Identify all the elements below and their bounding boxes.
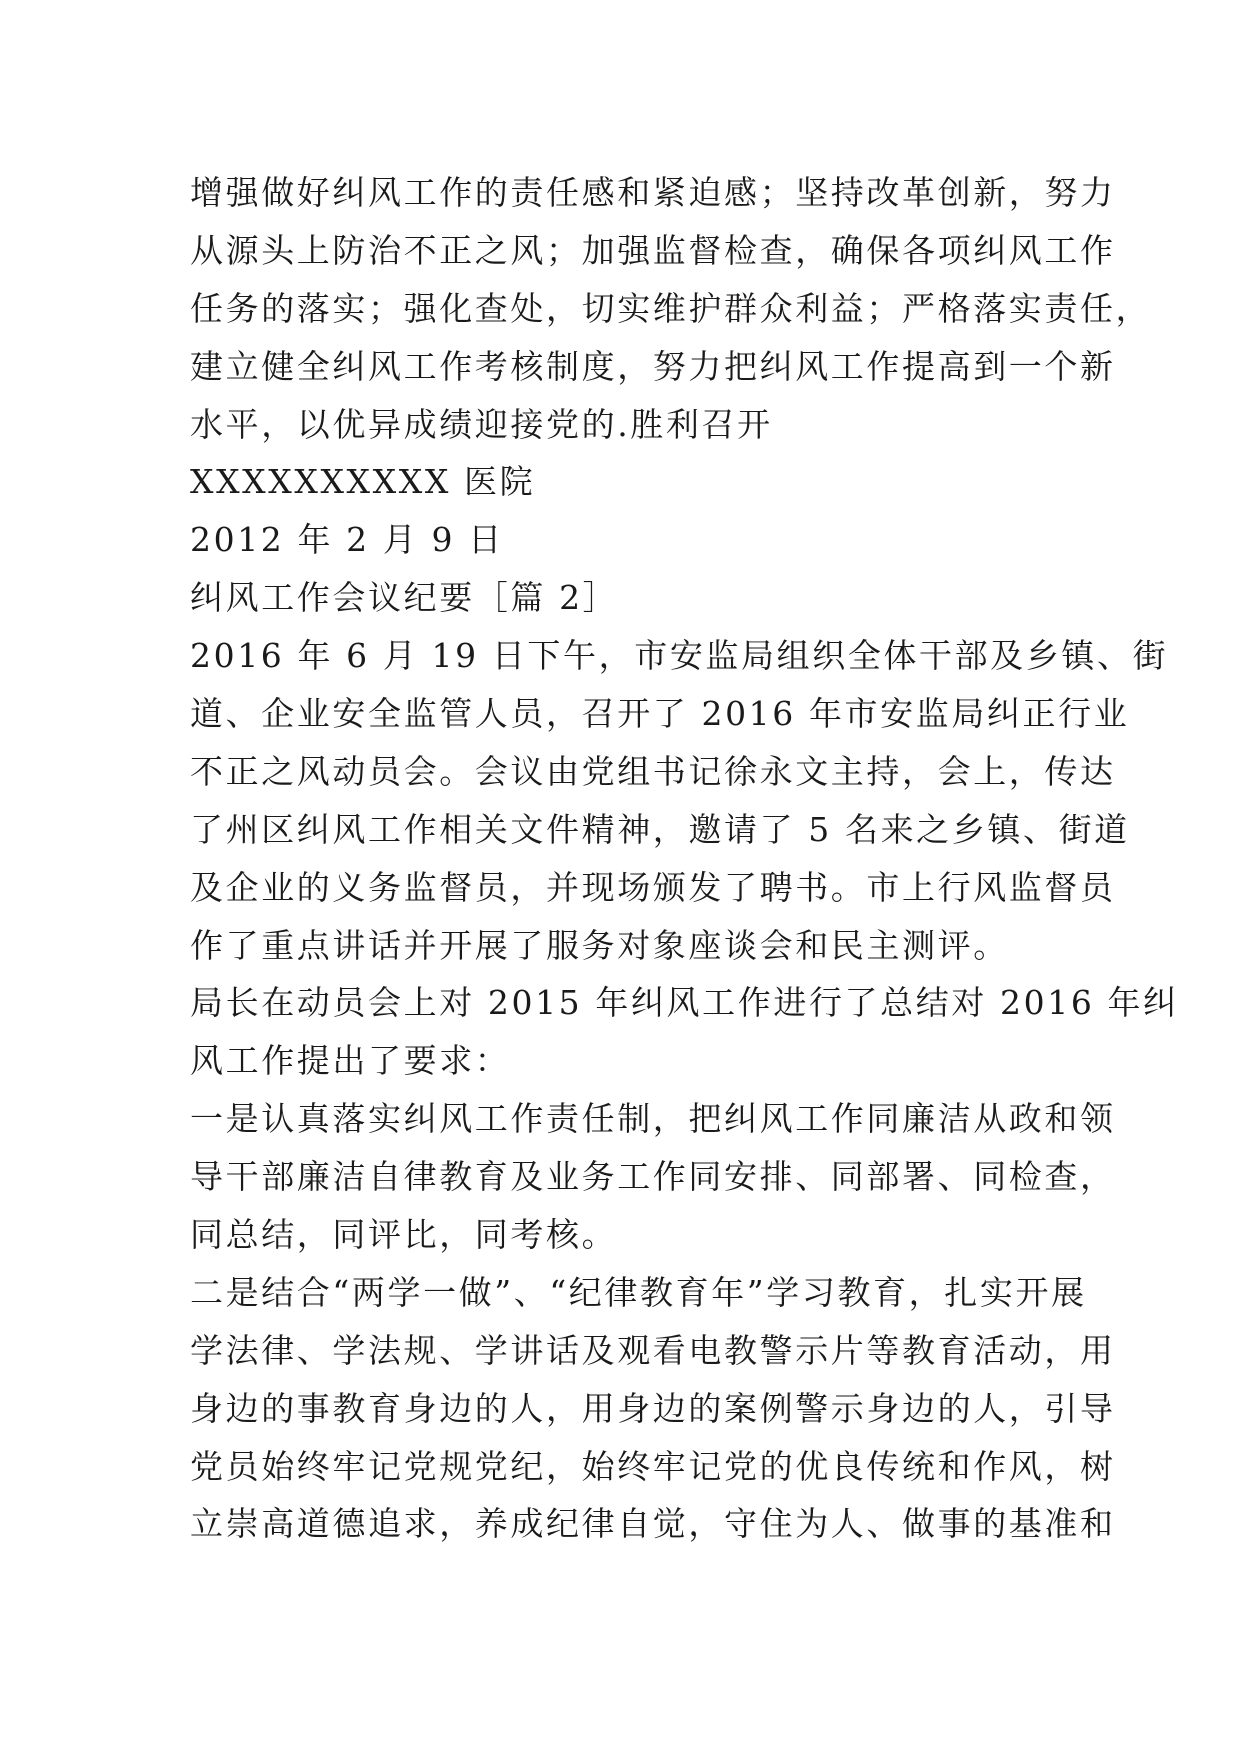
text-line: 局长在动员会上对 2015 年纠风工作进行了总结对 2016 年纠	[190, 983, 1179, 1023]
text-line: 任务的落实；强化查处，切实维护群众利益；严格落实责任，	[190, 288, 1152, 328]
text-line: 了州区纠风工作相关文件精神，邀请了 5 名来之乡镇、街道	[190, 809, 1130, 849]
text-line: 立崇高道德追求，养成纪律自觉，守住为人、做事的基准和	[190, 1504, 1116, 1544]
signature-organization: XXXXXXXXXX 医院	[190, 462, 536, 502]
text-line: 及企业的义务监督员，并现场颁发了聘书。市上行风监督员	[190, 867, 1116, 907]
text-line: 水平，以优异成绩迎接党的.胜利召开	[190, 404, 773, 444]
text-line: 增强做好纠风工作的责任感和紧迫感；坚持改革创新，努力	[190, 173, 1116, 212]
text-line: 不正之风动员会。会议由党组书记徐永文主持，会上，传达	[190, 751, 1116, 791]
text-line: 建立健全纠风工作考核制度，努力把纠风工作提高到一个新	[190, 346, 1116, 386]
signature-date: 2012 年 2 月 9 日	[190, 520, 504, 560]
text-line: 道、企业安全监管人员，召开了 2016 年市安监局纠正行业	[190, 694, 1130, 734]
text-line: 从源头上防治不正之风；加强监督检查，确保各项纠风工作	[190, 230, 1116, 270]
text-line: 学法律、学法规、学讲话及观看电教警示片等教育活动，用	[190, 1330, 1116, 1370]
text-line: 身边的事教育身边的人，用身边的案例警示身边的人，引导	[190, 1388, 1116, 1428]
text-line: 作了重点讲话并开展了服务对象座谈会和民主测评。	[190, 925, 1009, 965]
text-line: 2016 年 6 月 19 日下午，市安监局组织全体干部及乡镇、街	[190, 636, 1169, 676]
text-line: 二是结合“两学一做”、“纪律教育年”学习教育，扎实开展	[190, 1272, 1087, 1312]
text-line: 导干部廉洁自律教育及业务工作同安排、同部署、同检查，	[190, 1157, 1116, 1197]
text-line: 同总结，同评比，同考核。	[190, 1215, 618, 1255]
text-line: 党员始终牢记党规党纪，始终牢记党的优良传统和作风，树	[190, 1446, 1116, 1486]
section-title: 纠风工作会议纪要［篇 2］	[190, 578, 619, 618]
text-line: 风工作提出了要求：	[190, 1041, 511, 1081]
document-body	[190, 164, 1179, 1553]
text-line: 一是认真落实纠风工作责任制，把纠风工作同廉洁从政和领	[190, 1099, 1116, 1139]
